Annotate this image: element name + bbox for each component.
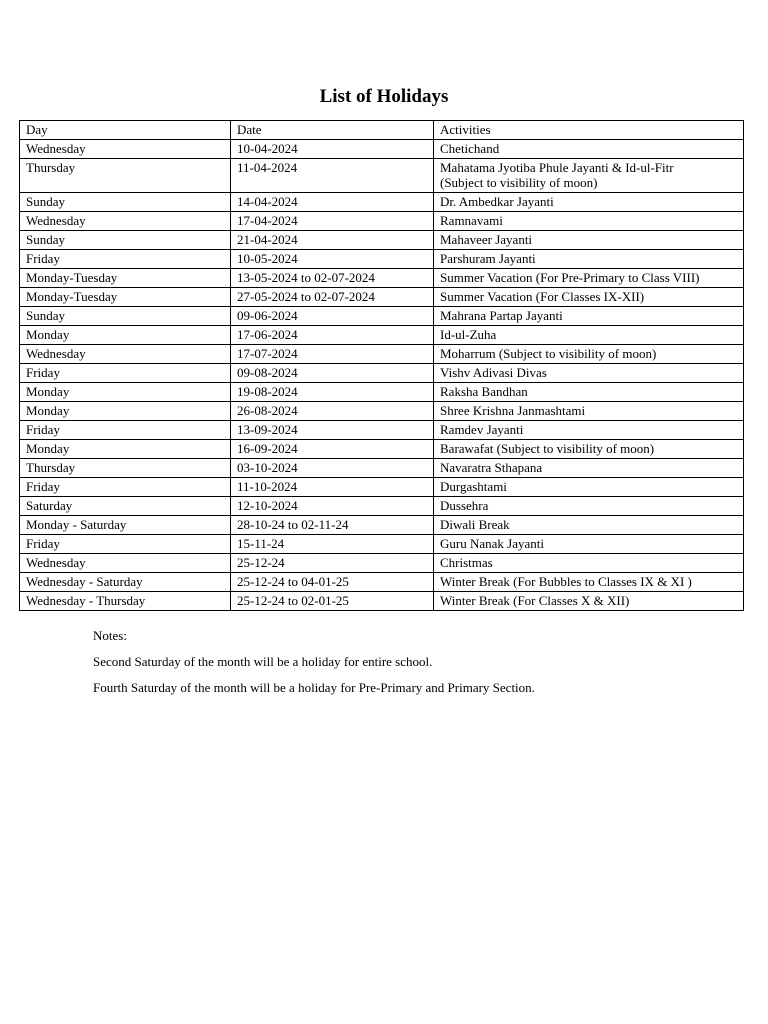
- table-row: [20, 364, 744, 383]
- activity-cell: Winter Break (For Classes X & XII): [434, 592, 744, 611]
- activity-cell: Mahatama Jyotiba Phule Jayanti & Id-ul-Fitr (Subject to visibility of moon): [434, 159, 744, 193]
- date-cell: 09-08-2024: [231, 364, 434, 383]
- day-cell: Monday: [20, 402, 231, 421]
- day-cell: Wednesday - Saturday: [20, 573, 231, 592]
- date-cell: 09-06-2024: [231, 307, 434, 326]
- activity-cell: Chetichand: [434, 140, 744, 159]
- table-row: [20, 497, 744, 516]
- day-cell: Wednesday: [20, 140, 231, 159]
- activity-cell: Navaratra Sthapana: [434, 459, 744, 478]
- activity-cell: Durgashtami: [434, 478, 744, 497]
- table-row: [20, 573, 744, 592]
- day-cell: Monday-Tuesday: [20, 288, 231, 307]
- table-row: [20, 212, 744, 231]
- date-cell: 13-09-2024: [231, 421, 434, 440]
- activity-cell: Winter Break (For Bubbles to Classes IX & XI ): [434, 573, 744, 592]
- activity-cell: Raksha Bandhan: [434, 383, 744, 402]
- date-cell: 28-10-24 to 02-11-24: [231, 516, 434, 535]
- activity-cell: Summer Vacation (For Pre-Primary to Class VIII): [434, 269, 744, 288]
- notes-section: [93, 628, 733, 706]
- date-cell: 10-05-2024: [231, 250, 434, 269]
- activity-cell: Christmas: [434, 554, 744, 573]
- date-cell: 11-04-2024: [231, 159, 434, 193]
- day-cell: Monday: [20, 440, 231, 459]
- day-cell: Thursday: [20, 459, 231, 478]
- day-cell: Friday: [20, 421, 231, 440]
- note-item: Second Saturday of the month will be a holiday for entire school.: [93, 654, 433, 669]
- table-row: [20, 345, 744, 364]
- date-cell: 21-04-2024: [231, 231, 434, 250]
- activity-cell: Id-ul-Zuha: [434, 326, 744, 345]
- table-row: [20, 516, 744, 535]
- date-cell: 14-04-2024: [231, 193, 434, 212]
- date-cell: 10-04-2024: [231, 140, 434, 159]
- day-cell: Friday: [20, 250, 231, 269]
- activity-cell: Guru Nanak Jayanti: [434, 535, 744, 554]
- activity-cell: Dussehra: [434, 497, 744, 516]
- activity-cell: Ramdev Jayanti: [434, 421, 744, 440]
- day-cell: Wednesday: [20, 345, 231, 364]
- activity-cell: Shree Krishna Janmashtami: [434, 402, 744, 421]
- date-cell: 13-05-2024 to 02-07-2024: [231, 269, 434, 288]
- day-cell: Monday: [20, 383, 231, 402]
- day-cell: Sunday: [20, 307, 231, 326]
- table-row: [20, 383, 744, 402]
- table-row: [20, 478, 744, 497]
- table-row: [20, 326, 744, 345]
- header-date: Date: [231, 121, 434, 140]
- table-row: [20, 440, 744, 459]
- table-row: [20, 250, 744, 269]
- date-cell: 15-11-24: [231, 535, 434, 554]
- activity-cell: Moharrum (Subject to visibility of moon): [434, 345, 744, 364]
- date-cell: 03-10-2024: [231, 459, 434, 478]
- table-row: [20, 554, 744, 573]
- holiday-table: [19, 120, 744, 611]
- table-row: [20, 592, 744, 611]
- header-row: [20, 121, 744, 140]
- table-row: [20, 307, 744, 326]
- table-row: [20, 193, 744, 212]
- day-cell: Wednesday - Thursday: [20, 592, 231, 611]
- table-row: [20, 159, 744, 193]
- activity-cell: Ramnavami: [434, 212, 744, 231]
- day-cell: Monday: [20, 326, 231, 345]
- day-cell: Thursday: [20, 159, 231, 193]
- date-cell: 17-04-2024: [231, 212, 434, 231]
- table-row: [20, 421, 744, 440]
- date-cell: 25-12-24 to 02-01-25: [231, 592, 434, 611]
- header-activities: Activities: [434, 121, 744, 140]
- table-row: [20, 459, 744, 478]
- page-title: List of Holidays: [319, 86, 449, 107]
- activity-cell: Summer Vacation (For Classes IX-XII): [434, 288, 744, 307]
- table-header: [20, 121, 744, 140]
- day-cell: Monday-Tuesday: [20, 269, 231, 288]
- date-cell: 25-12-24 to 04-01-25: [231, 573, 434, 592]
- date-cell: 11-10-2024: [231, 478, 434, 497]
- header-day: Day: [20, 121, 231, 140]
- activity-cell: Parshuram Jayanti: [434, 250, 744, 269]
- day-cell: Friday: [20, 478, 231, 497]
- date-cell: 17-07-2024: [231, 345, 434, 364]
- activity-cell: Dr. Ambedkar Jayanti: [434, 193, 744, 212]
- activity-cell: Mahrana Partap Jayanti: [434, 307, 744, 326]
- day-cell: Wednesday: [20, 212, 231, 231]
- activity-cell: Vishv Adivasi Divas: [434, 364, 744, 383]
- date-cell: 25-12-24: [231, 554, 434, 573]
- table-row: [20, 140, 744, 159]
- table-row: [20, 402, 744, 421]
- date-cell: 27-05-2024 to 02-07-2024: [231, 288, 434, 307]
- date-cell: 12-10-2024: [231, 497, 434, 516]
- activity-cell: Barawafat (Subject to visibility of moon): [434, 440, 744, 459]
- day-cell: Saturday: [20, 497, 231, 516]
- date-cell: 16-09-2024: [231, 440, 434, 459]
- day-cell: Friday: [20, 364, 231, 383]
- activity-cell: Diwali Break: [434, 516, 744, 535]
- notes-heading: Notes:: [93, 628, 127, 643]
- note-item: Fourth Saturday of the month will be a holiday for Pre-Primary and Primary Section.: [93, 680, 535, 695]
- day-cell: Monday - Saturday: [20, 516, 231, 535]
- table-row: [20, 231, 744, 250]
- activity-cell: Mahaveer Jayanti: [434, 231, 744, 250]
- day-cell: Sunday: [20, 231, 231, 250]
- table-body: [20, 140, 744, 611]
- table-row: [20, 269, 744, 288]
- day-cell: Wednesday: [20, 554, 231, 573]
- date-cell: 26-08-2024: [231, 402, 434, 421]
- table-row: [20, 288, 744, 307]
- table-row: [20, 535, 744, 554]
- date-cell: 17-06-2024: [231, 326, 434, 345]
- day-cell: Friday: [20, 535, 231, 554]
- date-cell: 19-08-2024: [231, 383, 434, 402]
- day-cell: Sunday: [20, 193, 231, 212]
